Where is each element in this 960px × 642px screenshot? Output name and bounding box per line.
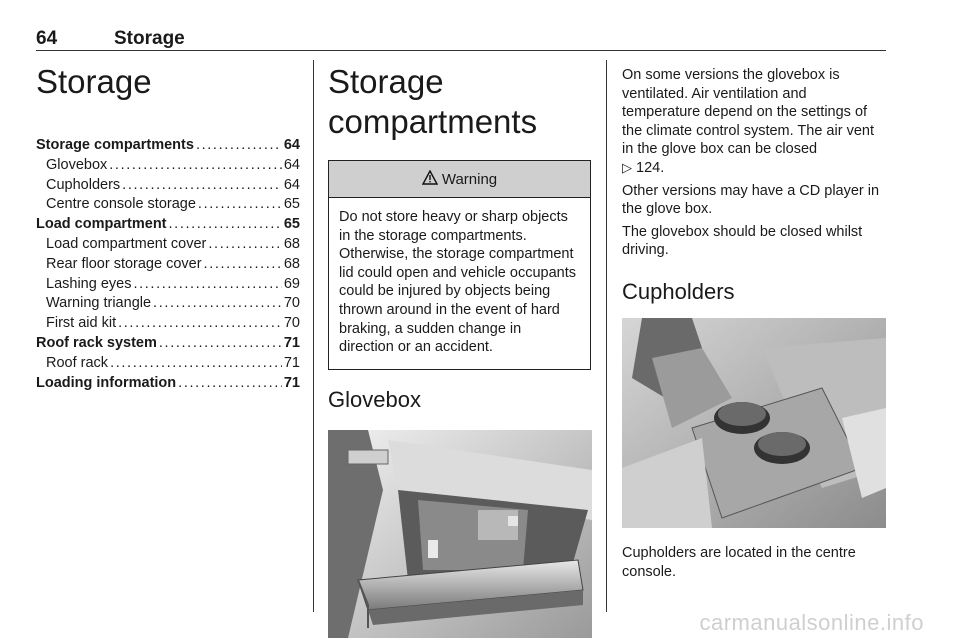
toc-entry[interactable] [36,235,300,255]
toc-entry[interactable] [36,314,300,334]
toc-entry-page: 64 [283,137,300,153]
cupholders-photo [622,318,886,528]
warning-header [329,161,590,198]
column-divider [313,60,314,612]
toc-leader-dots [178,374,282,394]
toc-entry-title: Cupholders [46,176,121,193]
cupholders-heading: Cupholders [622,278,735,304]
toc-entry-title: Storage compartments [36,137,194,153]
toc-entry-title: Warning triangle [46,295,152,312]
toc-entry-page: 64 [283,176,300,193]
toc-leader-dots [153,294,282,314]
toc-entry[interactable] [36,136,300,156]
table-of-contents [36,136,300,393]
toc-entry-page: 65 [283,196,300,213]
toc-leader-dots [169,215,282,235]
watermark: carmanualsonline.info [699,610,924,635]
toc-entry-page: 71 [283,334,300,351]
glovebox-photo [328,430,592,638]
header-rule [36,50,886,51]
toc-entry-title: Roof rack [46,354,109,371]
toc-leader-dots [196,136,282,156]
toc-entry-page: 68 [283,255,300,272]
toc-entry[interactable] [36,195,300,215]
right-column [622,66,888,585]
cd-player-paragraph: Other versions may have a CD player in the glove box. [622,182,880,218]
column-divider [606,60,607,612]
toc-column [36,62,300,393]
page-reference-arrow-icon: ▷ [622,159,632,175]
chapter-title: Storage [36,63,152,100]
toc-leader-dots [198,195,282,215]
warning-text: Do not store heavy or sharp objects in the storage compartments. Otherwise, the storage compartment lid could open and vehicle occupants could be injured by objects being thrown around in the event of hard braking, a sudden change in direction or an accident. [339,209,576,356]
toc-entry-title: Lashing eyes [46,275,132,292]
toc-entry[interactable] [36,374,300,394]
toc-leader-dots [122,176,282,196]
toc-entry-page: 70 [283,295,300,312]
toc-entry-page: 68 [283,235,300,252]
toc-entry-title: Centre console storage [46,196,196,213]
toc-entry[interactable] [36,176,300,196]
toc-leader-dots [110,354,282,374]
page-header [36,28,886,52]
toc-entry[interactable] [36,255,300,275]
toc-entry[interactable] [36,275,300,295]
glovebox-paragraph-text: On some versions the glovebox is ventilated. Air ventilation and temperature depend on the settings of the climate control system. The air vent in the glove box can be closed [622,67,874,158]
toc-leader-dots [109,156,282,176]
warning-box [328,160,591,370]
toc-entry-title: Rear floor storage cover [46,255,202,272]
glovebox-heading: Glovebox [328,386,421,412]
toc-entry-title: First aid kit [46,315,117,332]
warning-label: Warning [441,170,498,188]
toc-entry[interactable] [36,334,300,354]
toc-entry-title: Roof rack system [36,334,157,351]
toc-leader-dots [204,255,282,275]
toc-entry-page: 70 [283,315,300,332]
section-title: Storage compartments [328,63,538,140]
toc-entry-title: Load compartment cover [46,235,207,252]
toc-leader-dots [208,235,281,255]
page-reference[interactable]: 124. [636,159,665,176]
running-title: Storage [114,28,185,49]
toc-leader-dots [118,314,282,334]
toc-entry-page: 64 [283,156,300,173]
cupholders-paragraph: Cupholders are located in the centre console. [622,544,856,580]
toc-leader-dots [159,334,282,354]
page-number: 64 [36,28,58,49]
toc-entry-title: Glovebox [46,156,108,173]
toc-entry[interactable] [36,215,300,235]
toc-entry-title: Load compartment [36,216,167,233]
warning-triangle-icon [422,170,438,189]
main-column [328,62,592,638]
toc-leader-dots [133,275,281,295]
toc-entry[interactable] [36,354,300,374]
toc-entry-page: 71 [283,374,300,391]
glovebox-paragraph [622,66,888,178]
toc-entry[interactable] [36,156,300,176]
toc-entry-page: 71 [283,354,300,371]
close-glovebox-paragraph: The glovebox should be closed whilst driving. [622,223,863,259]
toc-entry[interactable] [36,294,300,314]
toc-entry-page: 65 [283,216,300,233]
toc-entry-title: Loading information [36,374,177,391]
toc-entry-page: 69 [283,275,300,292]
